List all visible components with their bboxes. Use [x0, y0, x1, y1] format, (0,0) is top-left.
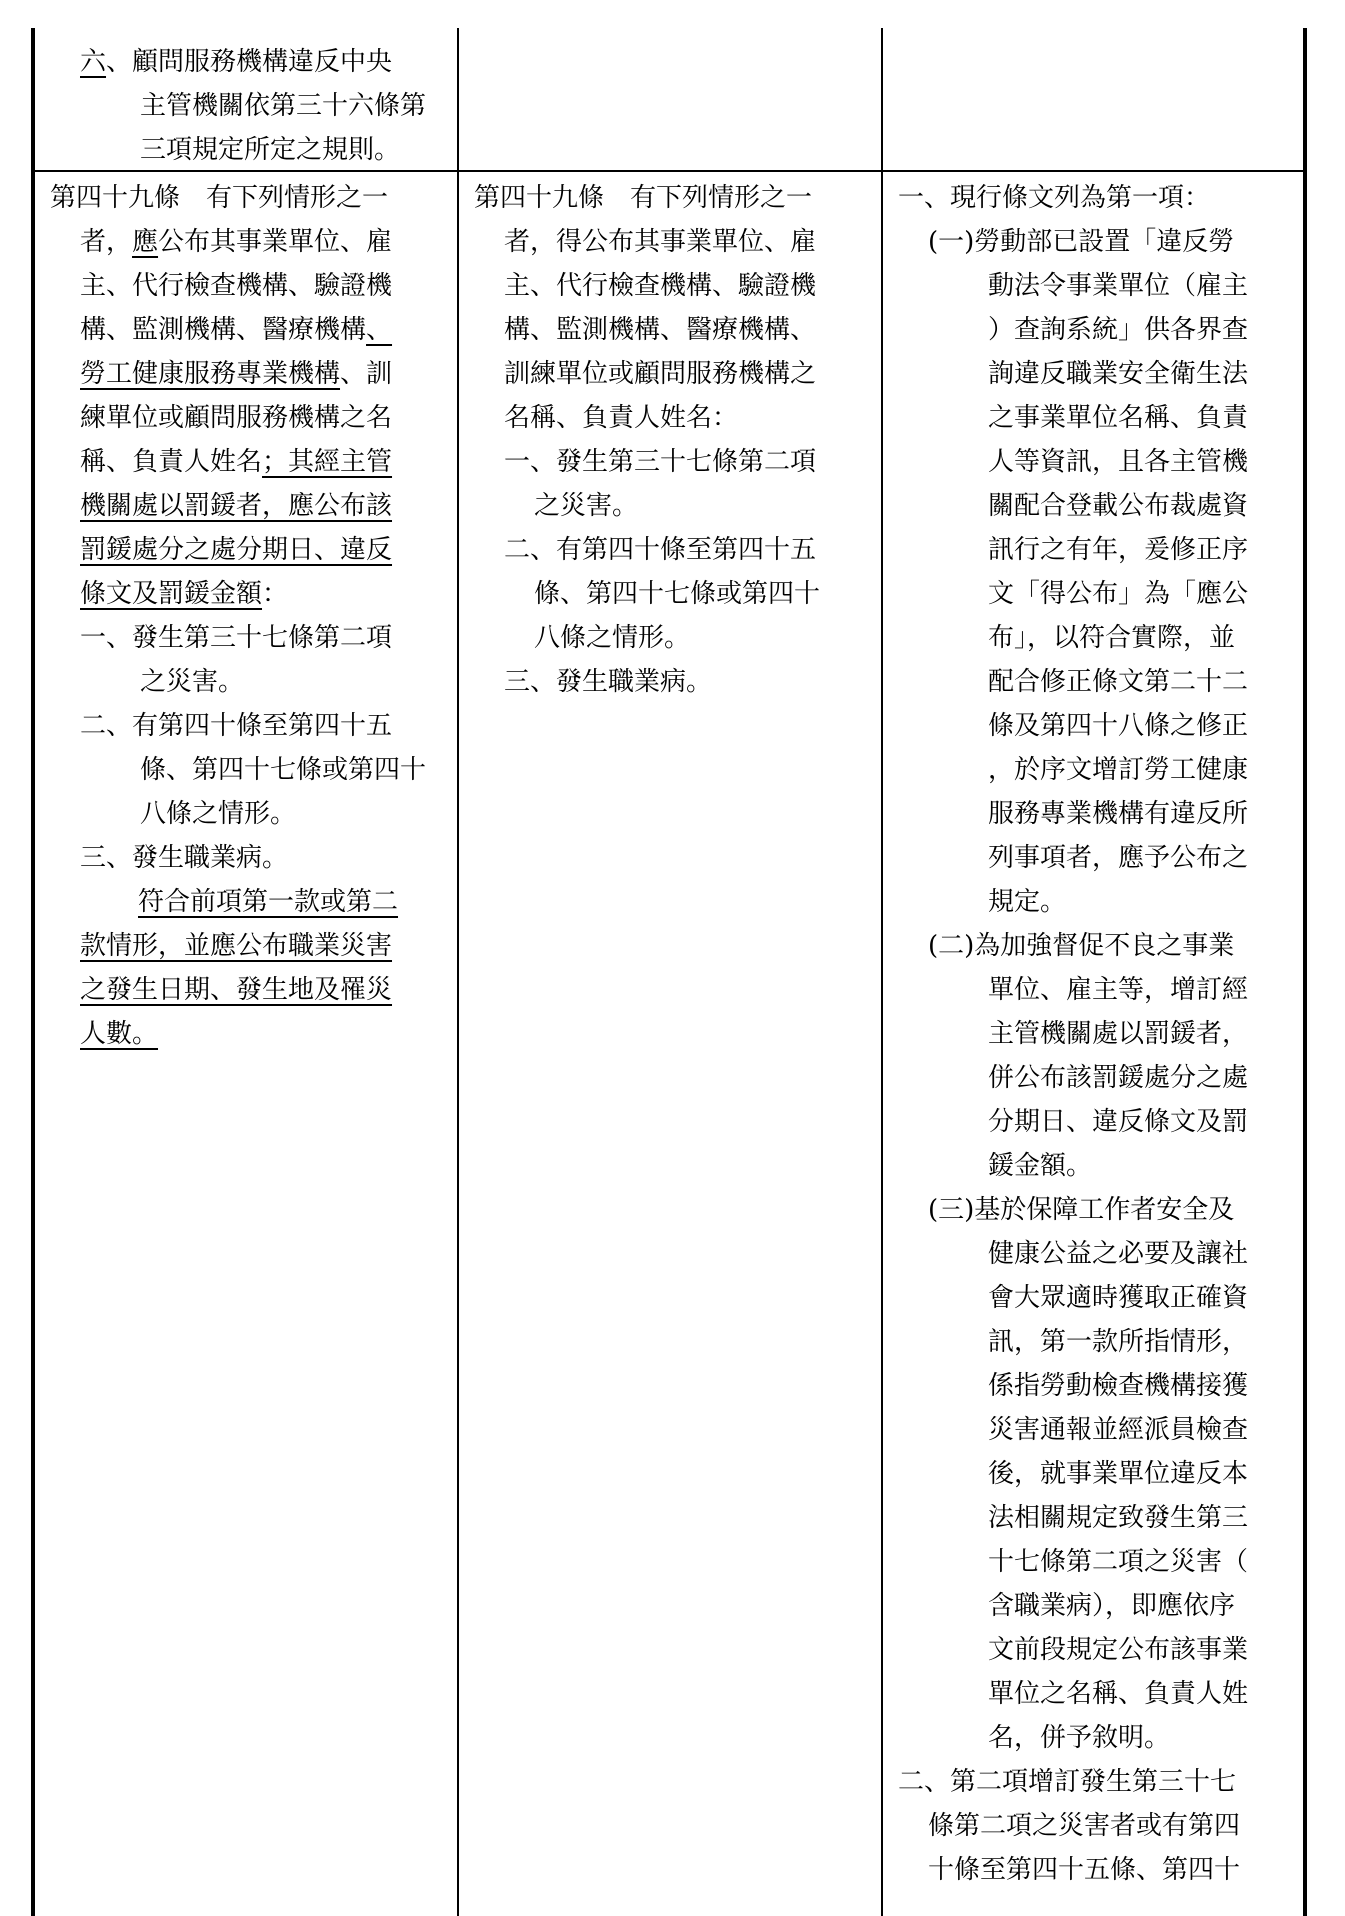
text-line: 之事業單位名稱、負責: [988, 403, 1249, 433]
text-line: 文「得公布」為「應公: [988, 579, 1249, 609]
text-line: 者，得公布其事業單位、雇: [504, 227, 817, 257]
article-heading: 第四十九條 有下列情形之一: [50, 183, 389, 213]
text-line: 含職業病），即應依序: [988, 1591, 1236, 1621]
list-item: 三、發生職業病。: [80, 843, 289, 873]
list-item: 二、有第四十條至第四十五: [80, 711, 393, 741]
text-line: 單位、雇主等，增訂經: [988, 975, 1249, 1005]
current-article-column: [474, 176, 874, 704]
text-line: 文前段規定公布該事業: [988, 1635, 1249, 1665]
text-line: 名，併予敘明。: [988, 1723, 1171, 1753]
sub-item: (一)勞動部已設置「違反勞: [928, 227, 1235, 257]
text-line: 鍰金額。: [988, 1151, 1093, 1181]
list-item: 一、發生第三十七條第二項: [80, 623, 393, 653]
table-border-right: [1303, 28, 1307, 1916]
text-line: 規定。: [988, 887, 1067, 917]
text-line: 主管機關依第三十六條第: [140, 91, 427, 121]
text-line: 條第二項之災害者或有第四: [928, 1811, 1241, 1841]
text-line: 構、監測機構、醫療機構、: [80, 315, 393, 345]
explanation-column: [898, 176, 1298, 1892]
text-line: ，於序文增訂勞工健康: [988, 755, 1249, 785]
text-line: 布」，以符合實際，並: [988, 623, 1236, 653]
top-row-col1: [50, 40, 440, 172]
text-line: 後，就事業單位違反本: [988, 1459, 1249, 1489]
explanation-heading: 二、第二項增訂發生第三十七: [898, 1767, 1237, 1797]
text-line: 法相關規定致發生第三: [988, 1503, 1249, 1533]
text-line: 條、第四十七條或第四十: [140, 755, 427, 785]
text-line: 分期日、違反條文及罰: [988, 1107, 1249, 1137]
article-heading: 第四十九條 有下列情形之一: [474, 183, 813, 213]
text-line: 訓練單位或顧問服務機構之: [504, 359, 817, 389]
text-line: ）查詢系統」供各界查: [988, 315, 1249, 345]
sub-item: (二)為加強督促不良之事業: [928, 931, 1235, 961]
text-line: 條文及罰鍰金額：: [80, 579, 289, 609]
text-line: 訊，第一款所指情形，: [988, 1327, 1249, 1357]
text-line: 主管機關處以罰鍰者，: [988, 1019, 1249, 1049]
text-line: 健康公益之必要及讓社: [988, 1239, 1249, 1269]
text-line: 服務專業機構有違反所: [988, 799, 1249, 829]
text-line: 符合前項第一款或第二: [138, 887, 399, 917]
text-line: 動法令事業單位（雇主: [988, 271, 1249, 301]
text-line: 之災害。: [534, 491, 639, 521]
text-line: 訊行之有年，爰修正序: [988, 535, 1249, 565]
text-line: 關配合登載公布裁處資: [988, 491, 1249, 521]
text-line: 單位之名稱、負責人姓: [988, 1679, 1249, 1709]
table-divider-1: [457, 28, 459, 1916]
text-line: 條、第四十七條或第四十: [534, 579, 821, 609]
text-line: 併公布該罰鍰處分之處: [988, 1063, 1249, 1093]
text-line: 災害通報並經派員檢查: [988, 1415, 1249, 1445]
text-line: 勞工健康服務專業機構、訓: [80, 359, 393, 389]
text-line: 之發生日期、發生地及罹災: [80, 975, 393, 1005]
list-item: 三、發生職業病。: [504, 667, 713, 697]
text-line: 三項規定所定之規則。: [140, 135, 401, 165]
explanation-heading: 一、現行條文列為第一項：: [898, 183, 1211, 213]
text-line: 主、代行檢查機構、驗證機: [504, 271, 817, 301]
text-line: 會大眾適時獲取正確資: [988, 1283, 1249, 1313]
text-line: 構、監測機構、醫療機構、: [504, 315, 817, 345]
text-line: 六、顧問服務機構違反中央: [80, 47, 393, 77]
text-line: 八條之情形。: [140, 799, 297, 829]
text-line: 人等資訊，且各主管機: [988, 447, 1249, 477]
table-border-left: [31, 28, 35, 1916]
text-line: 名稱、負責人姓名：: [504, 403, 739, 433]
text-line: 條及第四十八條之修正: [988, 711, 1249, 741]
table-divider-2: [881, 28, 883, 1916]
text-line: 列事項者，應予公布之: [988, 843, 1249, 873]
text-line: 人數。: [80, 1019, 159, 1049]
text-line: 係指勞動檢查機構接獲: [988, 1371, 1249, 1401]
text-line: 配合修正條文第二十二: [988, 667, 1249, 697]
text-line: 稱、負責人姓名；其經主管: [80, 447, 393, 477]
text-line: 詢違反職業安全衛生法: [988, 359, 1249, 389]
text-line: 八條之情形。: [534, 623, 691, 653]
text-line: 罰鍰處分之處分期日、違反: [80, 535, 393, 565]
sub-item: (三)基於保障工作者安全及: [928, 1195, 1235, 1225]
list-item: 二、有第四十條至第四十五: [504, 535, 817, 565]
text-line: 主、代行檢查機構、驗證機: [80, 271, 393, 301]
text-line: 練單位或顧問服務機構之名: [80, 403, 393, 433]
text-line: 者，應公布其事業單位、雇: [80, 227, 393, 257]
amended-article-column: [50, 176, 440, 1056]
list-item: 一、發生第三十七條第二項: [504, 447, 817, 477]
text-line: 十七條第二項之災害（: [988, 1547, 1249, 1577]
text-line: 款情形，並應公布職業災害: [80, 931, 393, 961]
text-line: 之災害。: [140, 667, 245, 697]
text-line: 十條至第四十五條、第四十: [928, 1855, 1241, 1885]
text-line: 機關處以罰鍰者，應公布該: [80, 491, 393, 521]
